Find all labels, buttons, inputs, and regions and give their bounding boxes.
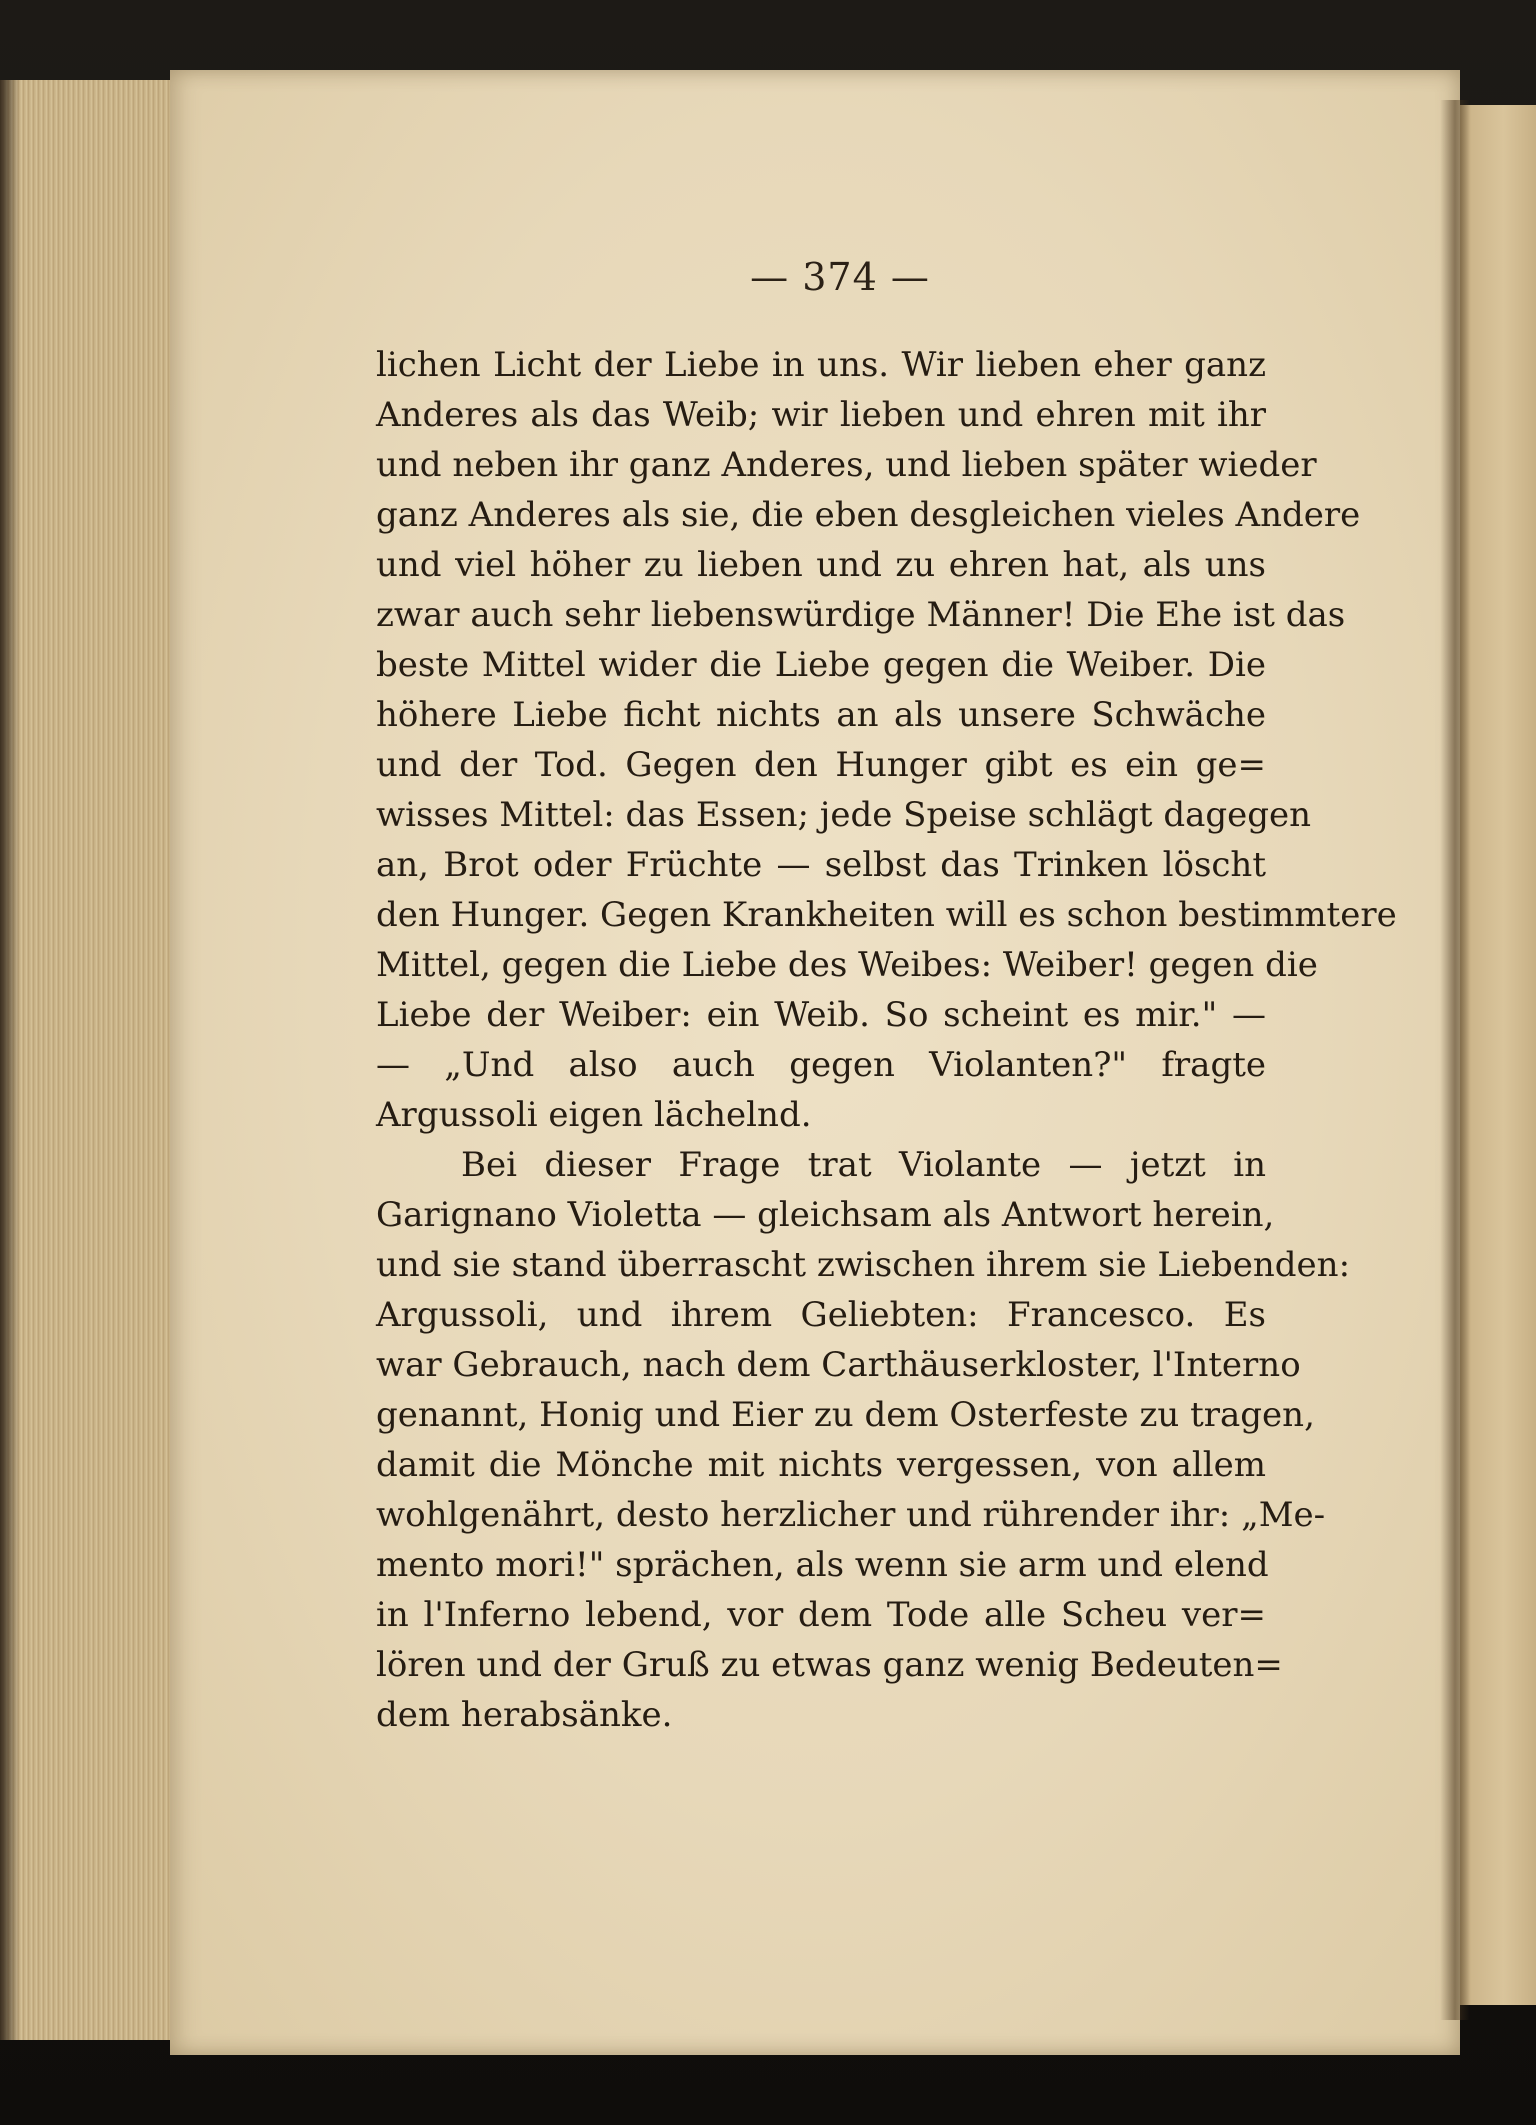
book-page-edges	[0, 80, 177, 2040]
text-line: Mittel, gegen die Liebe des Weibes: Weiber! gegen die	[376, 945, 1318, 985]
binding-gutter	[1440, 100, 1470, 2020]
book-edge-shadow	[0, 80, 20, 2040]
text-line: damit die Mönche mit nichts vergessen, von allem	[376, 1445, 1266, 1485]
text-line: genannt, Honig und Eier zu dem Osterfeste zu tragen,	[376, 1395, 1315, 1435]
text-line: wohlgenährt, desto herzlicher und rührender ihr: „Me-	[376, 1495, 1326, 1535]
text-line: Garignano Violetta — gleichsam als Antwort herein,	[376, 1195, 1275, 1235]
body-text	[376, 340, 1397, 1740]
text-line: mento mori!" sprächen, als wenn sie arm und elend	[376, 1545, 1269, 1585]
text-line: den Hunger. Gegen Krankheiten will es schon bestimmtere	[376, 895, 1397, 935]
text-line: und der Tod. Gegen den Hunger gibt es ein ge=	[376, 745, 1266, 785]
text-line: dem herabsänke.	[376, 1695, 673, 1735]
text-line: Liebe der Weiber: ein Weib. So scheint es mir." —	[376, 995, 1266, 1035]
text-line: höhere Liebe ficht nichts an als unsere Schwäche	[376, 695, 1266, 735]
text-line: Argussoli, und ihrem Geliebten: Francesco. Es	[376, 1295, 1266, 1335]
text-line: und neben ihr ganz Anderes, und lieben später wieder	[376, 445, 1317, 485]
text-line: wisses Mittel: das Essen; jede Speise schlägt dagegen	[376, 795, 1312, 835]
text-line: beste Mittel wider die Liebe gegen die Weiber. Die	[376, 645, 1266, 685]
text-line: lören und der Gruß zu etwas ganz wenig Bedeuten=	[376, 1645, 1283, 1685]
page-number: — 374 —	[750, 255, 930, 299]
paragraph-first-line: Bei dieser Frage trat Violante — jetzt in	[461, 1145, 1266, 1185]
text-line: lichen Licht der Liebe in uns. Wir lieben eher ganz	[376, 345, 1266, 385]
text-line: an, Brot oder Früchte — selbst das Trinken löscht	[376, 845, 1266, 885]
text-line: ganz Anderes als sie, die eben desgleichen vieles Andere	[376, 495, 1361, 535]
text-line: war Gebrauch, nach dem Carthäuserkloster, l'Interno	[376, 1345, 1301, 1385]
text-line: in l'Inferno lebend, vor dem Tode alle Scheu ver=	[376, 1595, 1266, 1635]
text-line: zwar auch sehr liebenswürdige Männer! Die Ehe ist das	[376, 595, 1346, 635]
text-line: und viel höher zu lieben und zu ehren hat, als uns	[376, 545, 1266, 585]
text-line: und sie stand überrascht zwischen ihrem sie Liebenden:	[376, 1245, 1351, 1285]
text-line: Argussoli eigen lächelnd.	[376, 1095, 812, 1135]
text-line: — „Und also auch gegen Violanten?" fragte	[376, 1045, 1266, 1085]
text-line: Anderes als das Weib; wir lieben und ehren mit ihr	[376, 395, 1266, 435]
